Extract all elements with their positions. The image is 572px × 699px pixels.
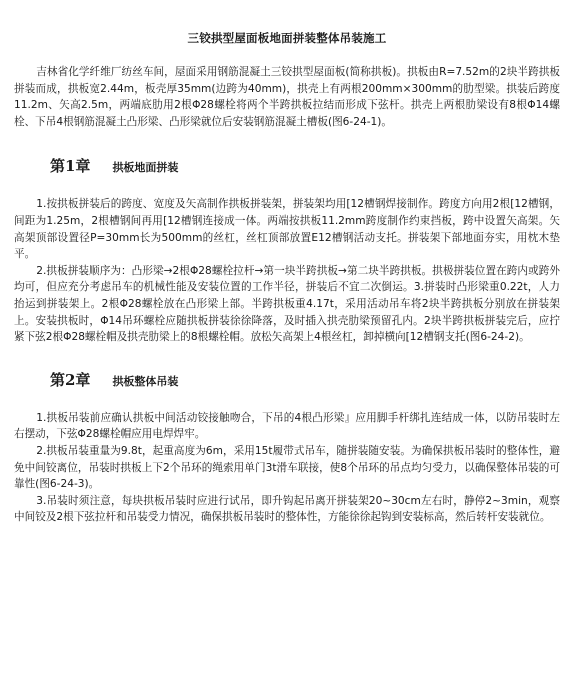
chapter-2-number: 第2章 — [50, 370, 91, 389]
document-title: 三铰拱型屋面板地面拼装整体吊装施工 — [187, 31, 387, 45]
chapter-2-paragraph-2: 2.拱板吊装重量为9.8t，起重高度为6m，采用15t履带式吊车，随拼装随安装。为确保拱板吊装时的整体性，避免中间铰离位，吊装时拱板上下2个吊环的绳索用单门3t滑车联接，使8个吊环的吊点均匀受力，以确保整体吊装的可靠性(图6-24-3)。 — [14, 444, 560, 491]
chapter-2-paragraph-3: 3.吊装时须注意，每块拱板吊装时应进行试吊，即升钩起吊离开拼装架20~30cm左右时，静停2~3min，观察中间铰及2根下弦拉杆和吊装受力情况，确保拱板吊装时的整体性，方能徐徐起钩到安装标高，然后转杆安装就位。 — [14, 494, 560, 524]
chapter-1-paragraph-1: 1.按拱板拼装后的跨度、宽度及矢高制作拱板拼装架，拼装架均用[12槽钢焊接制作。跨度方向用2根[12槽钢，间距为1.25m，2根槽钢间再用[12槽钢连接成一体。两端按拱板11.2mm跨度制作约束挡板，跨中设置矢高架。矢高架顶部设置径P=30mm长为500mm的丝杠，丝杠顶部放置E12槽钢活动支托。拼装架下部地面夯实，用枕木垫平。 — [14, 198, 560, 261]
chapter-2-paragraph-1: 1.拱板吊装前应确认拱板中间活动铰接触吻合，下吊的4根凸形梁』应用脚手杆绑扎连结成一体，以防吊装时左右摆动，下弦Φ28螺栓帽应用电焊焊牢。 — [14, 411, 560, 441]
intro-paragraph: 吉林省化学纤维厂纺丝车间，屋面采用钢筋混凝土三铰拱型屋面板(简称拱板)。拱板由R=7.52m的2块半跨拱板拼装而成，拱板宽2.44m，板壳厚35mm(边跨为40mm)，拱壳上有两根200mm×300mm的肋型梁。拱装后跨度11.2m、矢高2.5m，两端底肋用2根Φ28螺栓将两个半跨拱板拉结而形成下弦杆。拱壳上两根肋梁设有8根Φ14螺栓、下吊4根钢筋混凝土凸形梁、凸形梁就位后安装钢筋混凝土槽板(图6-24-1)。 — [14, 66, 560, 128]
chapter-1-paragraph-2: 2.拱板拼装顺序为：凸形梁→2根Φ28螺栓拉杆→第一块半跨拱板→第二块半跨拱板。拱极拼装位置在跨内或跨外均可，但应充分考虑吊车的机械性能及安装位置的工作半径，拼装后不宜二次倒运。3.拼装时凸形梁重0.22t，人力抬运到拼装架上。2根Φ28螺栓放在凸形梁上部。半跨拱板重4.17t，采用活动吊车将2块半跨拱板分别放在拼装架上。安装拱板时，Φ14吊环螺栓应随拱板拼装徐徐降落，及时插入拱壳肋梁预留孔内。2块半跨拱板拼装完后，应拧紧下弦2根Φ28螺栓帽及拱壳肋梁上的8根螺栓帽。放松矢高架上4根丝杠，卸掉横向[12槽钢支托(图6-24-2)。 — [14, 264, 560, 344]
chapter-1-title: 拱板地面拼装 — [112, 161, 179, 175]
chapter-1-number: 第1章 — [50, 157, 91, 176]
chapter-2-title: 拱板整体吊装 — [112, 374, 179, 388]
chapter-2-section — [14, 370, 560, 526]
chapter-1-heading — [50, 156, 560, 176]
chapter-2-heading — [50, 370, 560, 390]
chapter-1-section — [14, 156, 560, 345]
